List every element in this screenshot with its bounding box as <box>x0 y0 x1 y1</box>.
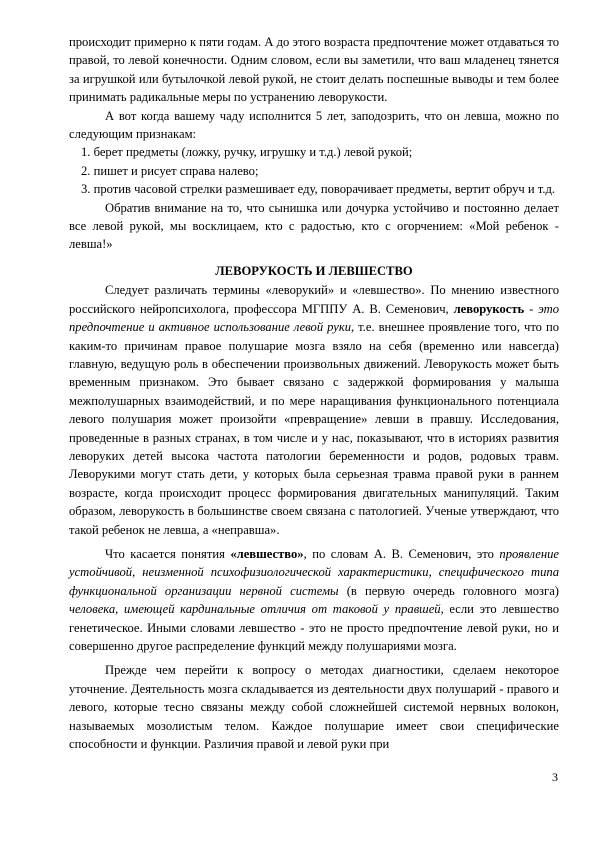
document-page <box>69 33 559 753</box>
paragraph-left-handedness <box>69 281 559 539</box>
list-item-3: 3. против часовой стрелки размешивает еду, поворачивает предметы, вертит обруч и т.д. <box>81 182 556 197</box>
paragraph-signs-intro: А вот когда вашему чаду исполнится 5 лет, заподозрить, что он левша, можно по следующим признакам: <box>69 108 559 142</box>
definition-italic: это предпочтение и активное использование левой руки <box>69 301 559 335</box>
list-item-1: 1. берет предметы (ложку, ручку, игрушку и т.д.) левой рукой; <box>81 145 413 160</box>
text-run: , по словам А. В. Семенович, это <box>303 546 500 561</box>
text-run: , т.е. внешнее проявление того, что по каким-то причинам правое полушарие мозга взяло на себя (временно или навсегда) главную, ведущую роль в обеспечении произвольных движений. Леворукость может быть временным признаком. Это бывает связано с задержкой формирования у малыша межполушарных взаимодействий, и по мере наращивания функционального потенциала левого полушария может произойти «превращение» левши в правшу. Исследования, проведенные в разных странах, в том числе и у нас, показывают, что в историях развития леворуких детей высока частота патологии беременности и родов, родовых травм. Леворукими могут стать дети, у которых была серьезная травма правой руки в раннем возрасте, когда происходит процесс формирования двигательных манипуляций. Таким образом, леворукость в большинстве своем связана с патологией. Ученые утверждают, что такой ребенок не левша, а «неправша». <box>69 320 559 537</box>
term-left-handedness: леворукость <box>453 301 525 316</box>
text-run: (в первую очередь головного мозга) <box>338 583 559 598</box>
paragraph-hemispheres: Прежде чем перейти к вопросу о методах диагностики, сделаем некоторое уточнение. Деятельность мозга складывается из деятельности двух полушарий - правого и левого, которые тесно связаны между собой сложнейшей системой нервных волокон, называемых мозолистым телом. Каждое полушарие имеет свои специфические способности и функции. Различия правой и левой руки при <box>69 663 559 752</box>
text-run: - <box>524 301 539 316</box>
paragraph-exclamation: Обратив внимание на то, что сынишка или дочурка устойчиво и постоянно делает все левой рукой, мы восклицаем, кто с радостью, кто с огорчением: «Мой ребенок - левша!» <box>69 200 559 252</box>
text-run: Следует различать термины «леворукий» и «левшество». По мнению известного российского нейропсихолога, профессора МГППУ А. В. Семенович, <box>69 283 559 316</box>
text-run: , если это левшество генетическое. Иными словами левшество - это не просто предпочтение левой руки, но и совершенно другое распределение функций между полушариями мозга. <box>69 602 559 653</box>
definition-italic: человека, имеющей кардинальные отличия от таковой у правшей <box>69 602 441 617</box>
term-sinistrality: «левшество» <box>230 546 304 561</box>
paragraph-sinistrality <box>69 545 559 655</box>
paragraph-intro: происходит примерно к пяти годам. А до этого возраста предпочтение может отдаваться то правой, то левой конечности. Одним словом, если вы заметили, что ваш младенец тянется за игрушкой или бутылочкой левой рукой, не стоит делать поспешные выводы и тем более принимать радикальные меры по устранению леворукости. <box>69 35 559 105</box>
text-run: Что касается понятия <box>105 546 231 561</box>
section-heading: ЛЕВОРУКОСТЬ И ЛЕВШЕСТВО <box>215 263 413 278</box>
list-item-2: 2. пишет и рисует справа налево; <box>81 163 259 178</box>
page-number: 3 <box>552 770 558 784</box>
definition-italic: проявление устойчивой, неизменной психофизиологической характеристики, специфического типа функциональной организации нервной системы <box>69 546 559 598</box>
